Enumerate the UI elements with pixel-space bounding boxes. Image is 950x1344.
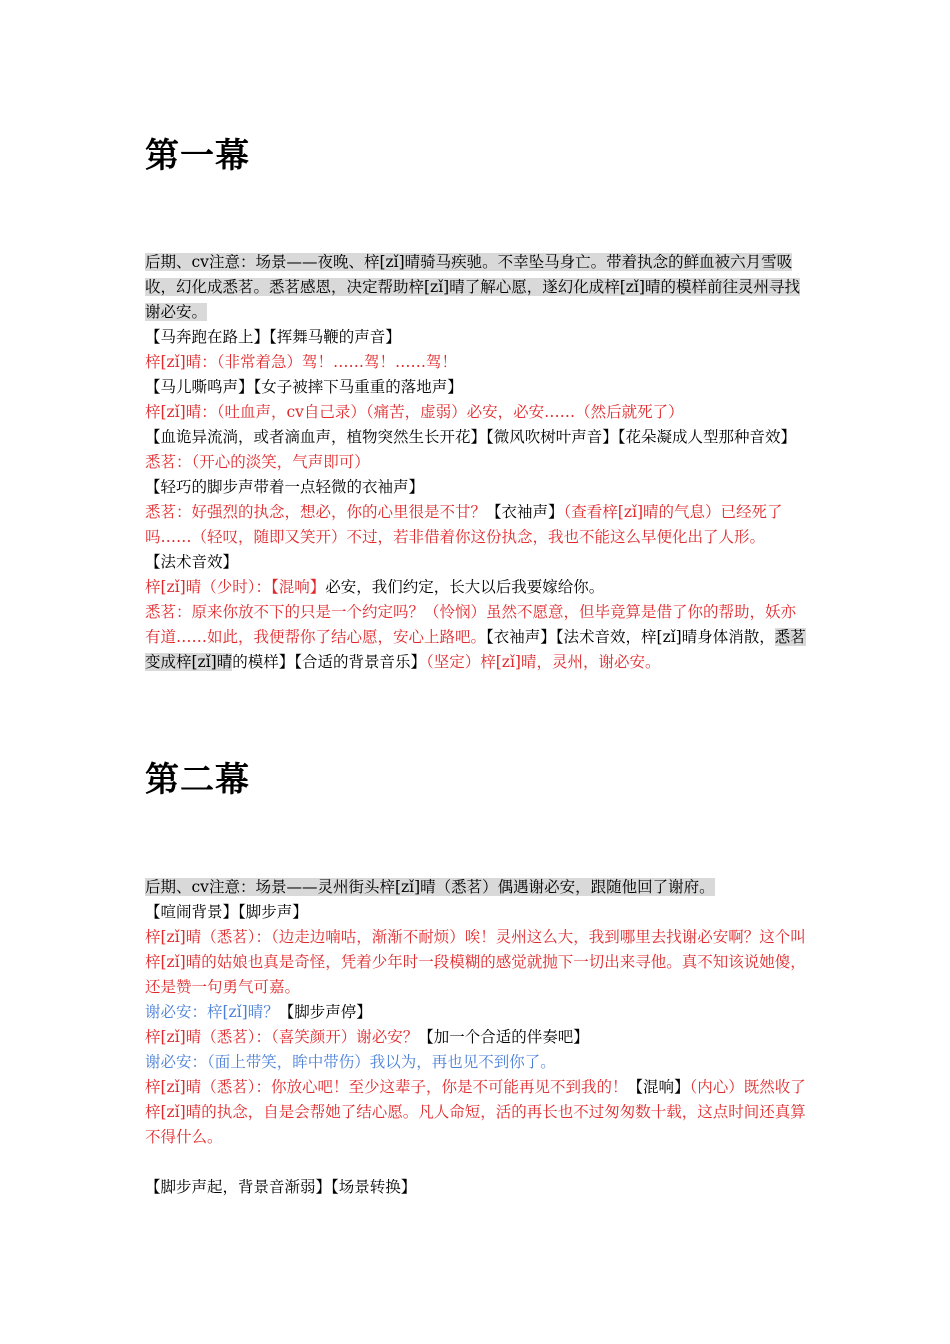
dialogue-text: （坚定）梓[zǐ]晴，灵州，谢必安。: [425, 653, 661, 671]
act1-dialogue-ximing-1: 悉茗：（开心的淡笑，气声即可）: [145, 453, 370, 471]
act1-sound-cue-3: 【血诡异流淌，或者滴血声，植物突然生长开花】【微风吹树叶声音】【花朵凝成人型那种音效】: [145, 428, 797, 446]
act1-sound-cue-5: 【法术音效】: [145, 553, 239, 571]
act1-heading: 第一幕: [145, 136, 250, 176]
act2-dialogue-xiebian-2: 谢必安：（面上带笑，眸中带伤）我以为，再也见不到你了。: [145, 1053, 556, 1071]
act1-dialogue-ximing-2: [145, 500, 810, 550]
cue-text: 【马奔跑在路上】【挥舞马鞭的声音: [145, 328, 386, 346]
act1-scene-note: [145, 250, 810, 325]
speaker: 梓[zǐ]晴（少时）：: [145, 578, 271, 596]
act1-sound-cue-1: [145, 325, 810, 350]
act2-sound-cue-2: 【脚步声起，背景音渐弱】【场景转换】: [145, 1178, 417, 1196]
act1-body: [145, 250, 810, 675]
act2-dialogue-ziqing-2: [145, 1025, 810, 1050]
act2-heading: 第二幕: [145, 760, 250, 800]
blank-line: [145, 1150, 810, 1175]
act2-dialogue-ziqing-1: 梓[zǐ]晴（悉茗）：（边走边喃咕，渐渐不耐烦）唉！灵州这么大，我到哪里去找谢必安啊？这个叫梓[zǐ]晴的姑娘也真是奇怪，凭着少年时一段模糊的感觉就抛下一切出来寻他。真不知该说她傻，还是赞一句勇气可嘉。: [145, 928, 806, 996]
sound-cue: 【衣袖声】: [486, 503, 564, 521]
sound-cue: 【混响】: [270, 578, 326, 596]
dialogue-text: （查看梓[zǐ]晴的气息）已经死了吗……（轻叹，随即又笑开）不过，若非借着你这份执念，我也不能这么早便化出了人形。: [145, 503, 783, 546]
act2-scene-note: [145, 875, 810, 900]
dialogue-text: 梓[zǐ]晴（悉茗）：（喜笑颜开）谢必安？: [145, 1028, 419, 1046]
sound-cue: 【脚步声停】: [278, 1003, 372, 1021]
act1-note-text: 后期、cv注意：场景——夜晚、梓[zǐ]晴骑马疾驰。不幸坠马身亡。带着执念的鲜血被六月雪吸收，幻化成悉茗。悉茗感恩，决定帮助梓[zǐ]晴了解心愿，遂幻化成梓[zǐ]晴的模样前往灵州寻找谢必安。: [145, 253, 800, 321]
dialogue-text: 必安，我们约定，长大以后我要嫁给你。: [325, 578, 605, 596]
sound-cue: 【加一个合适的伴奏吧】: [418, 1028, 589, 1046]
act1-dialogue-ziqing-1: 梓[zǐ]晴：（非常着急）驾！……驾！……驾！: [145, 353, 457, 371]
dialogue-text: 悉茗：原来你放不下的只是一个约定吗？（怜悯）虽然不愿意，但毕竟算是借了你的帮助，妖亦有道……如此，我便帮你了结心愿，安心上路吧。: [145, 603, 797, 646]
dialogue-text: （内心）既然收了梓[zǐ]晴的执念，自是会帮她了结心愿。凡人命短，活的再长也不过匆匆数十载，这点时间还真算不得什么。: [145, 1078, 806, 1146]
act1-dialogue-ziqing-young: [145, 575, 810, 600]
act1-dialogue-ziqing-2: 梓[zǐ]晴：（吐血声，cv自己录）（痛苦，虚弱）必安，必安……（然后就死了）: [145, 403, 684, 421]
act2-sound-cue-1: 【喧闹背景】【脚步声】: [145, 903, 308, 921]
dialogue-text: 梓[zǐ]晴（悉茗）：你放心吧！至少这辈子，你是不可能再见不到我的！: [145, 1078, 628, 1096]
act1-dialogue-ximing-3: [145, 600, 810, 675]
act2-dialogue-ziqing-3: [145, 1075, 810, 1150]
act2-dialogue-xiebian-1: [145, 1000, 810, 1025]
act1-sound-cue-4: 【轻巧的脚步声带着一点轻微的衣袖声】: [145, 478, 425, 496]
cue-end: 】: [385, 328, 401, 346]
sound-cue: 【混响】: [627, 1078, 690, 1096]
act2-note-text: 后期、cv注意：场景——灵州街头梓[zǐ]晴（悉茗）偶遇谢必安，跟随他回了谢府。: [145, 878, 715, 896]
sound-cue: 的模样】【合适的背景音乐】: [232, 653, 426, 671]
act2-body: [145, 875, 810, 1200]
dialogue-text: 谢必安：梓[zǐ]晴？: [145, 1003, 279, 1021]
act1-sound-cue-2: 【马儿嘶鸣声】【女子被摔下马重重的落地声】: [145, 378, 463, 396]
sound-cue: 【衣袖声】【法术音效，梓[zǐ]晴身体消散，: [486, 628, 775, 646]
dialogue-text: 悉茗：好强烈的执念，想必，你的心里很是不甘？: [145, 503, 487, 521]
highlighted-text: 悉茗变成梓[zǐ]晴: [145, 628, 806, 671]
